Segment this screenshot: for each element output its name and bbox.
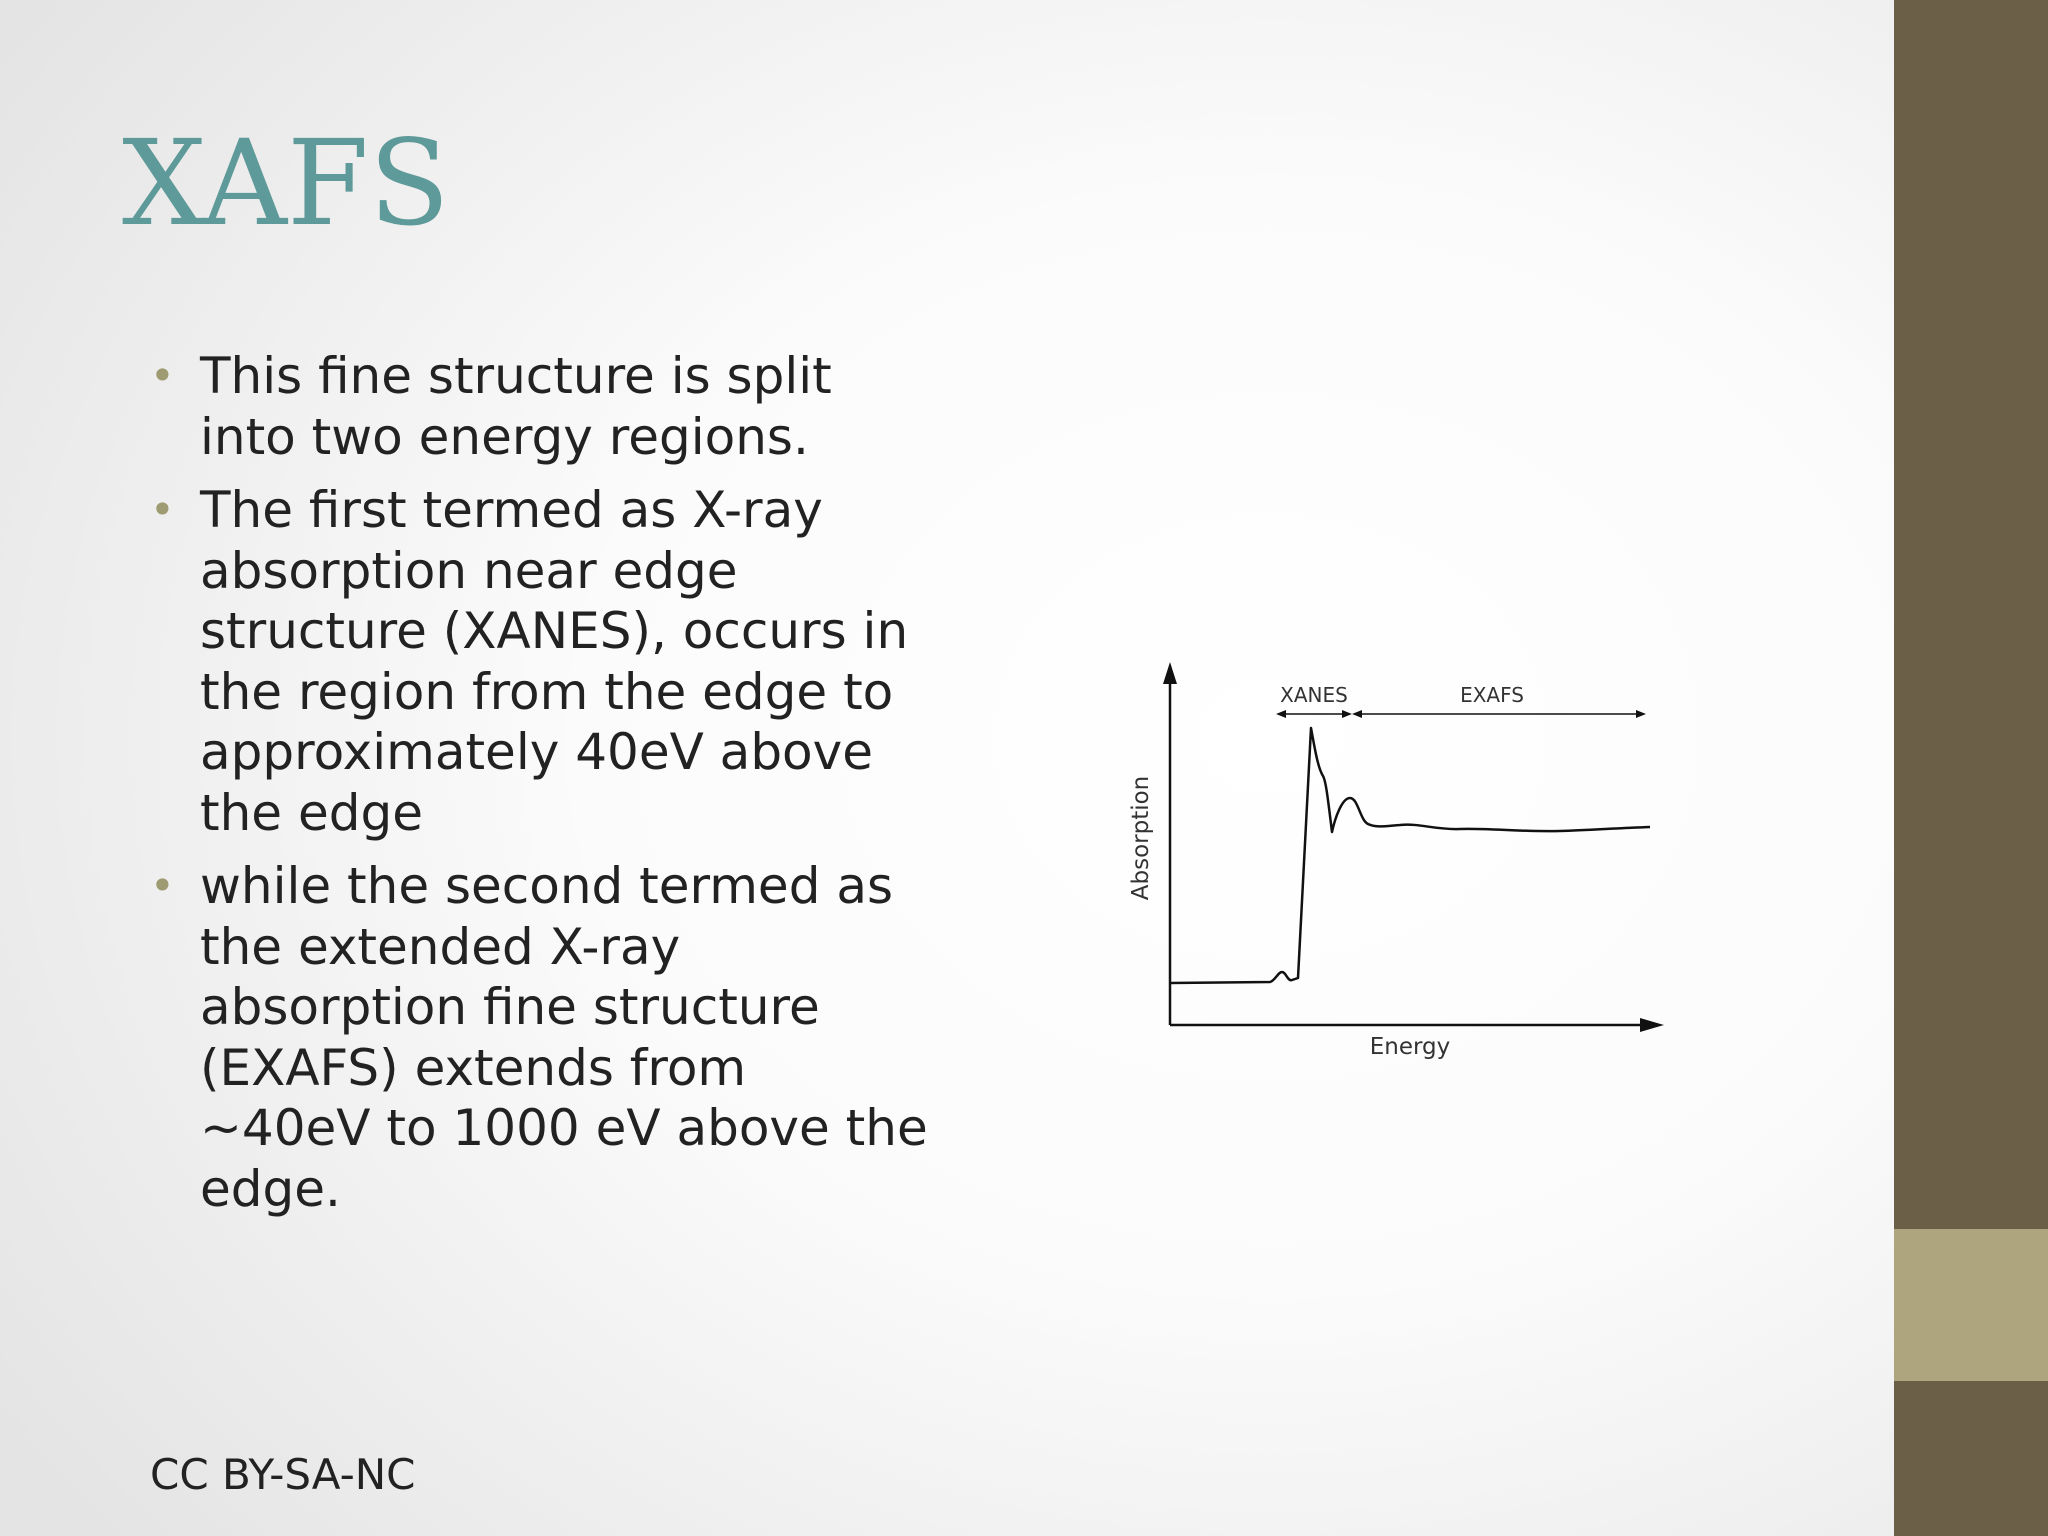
slide-title: XAFS — [122, 114, 450, 252]
bullet-dot-icon: • — [150, 861, 175, 910]
bullet-list — [148, 346, 928, 1232]
xanes-label: XANES — [1280, 683, 1348, 707]
license-footer: CC BY-SA-NC — [150, 1450, 416, 1499]
xanes-arrow-left — [1276, 710, 1286, 718]
x-axis-label: Energy — [1369, 1034, 1451, 1060]
absorption-curve — [1170, 728, 1650, 983]
bullet-item — [148, 856, 928, 1219]
bullet-item — [148, 480, 928, 843]
bullet-text: The first termed as X-ray absorption near edge structure (XANES), occurs in the region from the edge to approximately 40eV above the edge — [200, 481, 909, 842]
bullet-dot-icon: • — [150, 485, 175, 534]
bullet-item — [148, 346, 928, 467]
y-axis-arrowhead — [1163, 662, 1177, 684]
bullet-text: This fine structure is split into two energy regions. — [200, 347, 832, 466]
exafs-arrow-left — [1352, 710, 1362, 718]
bullet-text: while the second termed as the extended X-ray absorption fine structure (EXAFS) extends from ~40eV to 1000 eV above the edge. — [200, 857, 928, 1218]
x-axis-arrowhead — [1640, 1018, 1664, 1032]
exafs-arrow-right — [1636, 710, 1646, 718]
xafs-spectrum-diagram — [1120, 650, 1680, 1070]
y-axis-label: Absorption — [1128, 775, 1154, 901]
exafs-label: EXAFS — [1460, 683, 1524, 707]
xanes-arrow-right — [1342, 710, 1352, 718]
decorative-sidebar-accent — [1894, 1229, 2048, 1381]
bullet-dot-icon: • — [150, 351, 175, 400]
